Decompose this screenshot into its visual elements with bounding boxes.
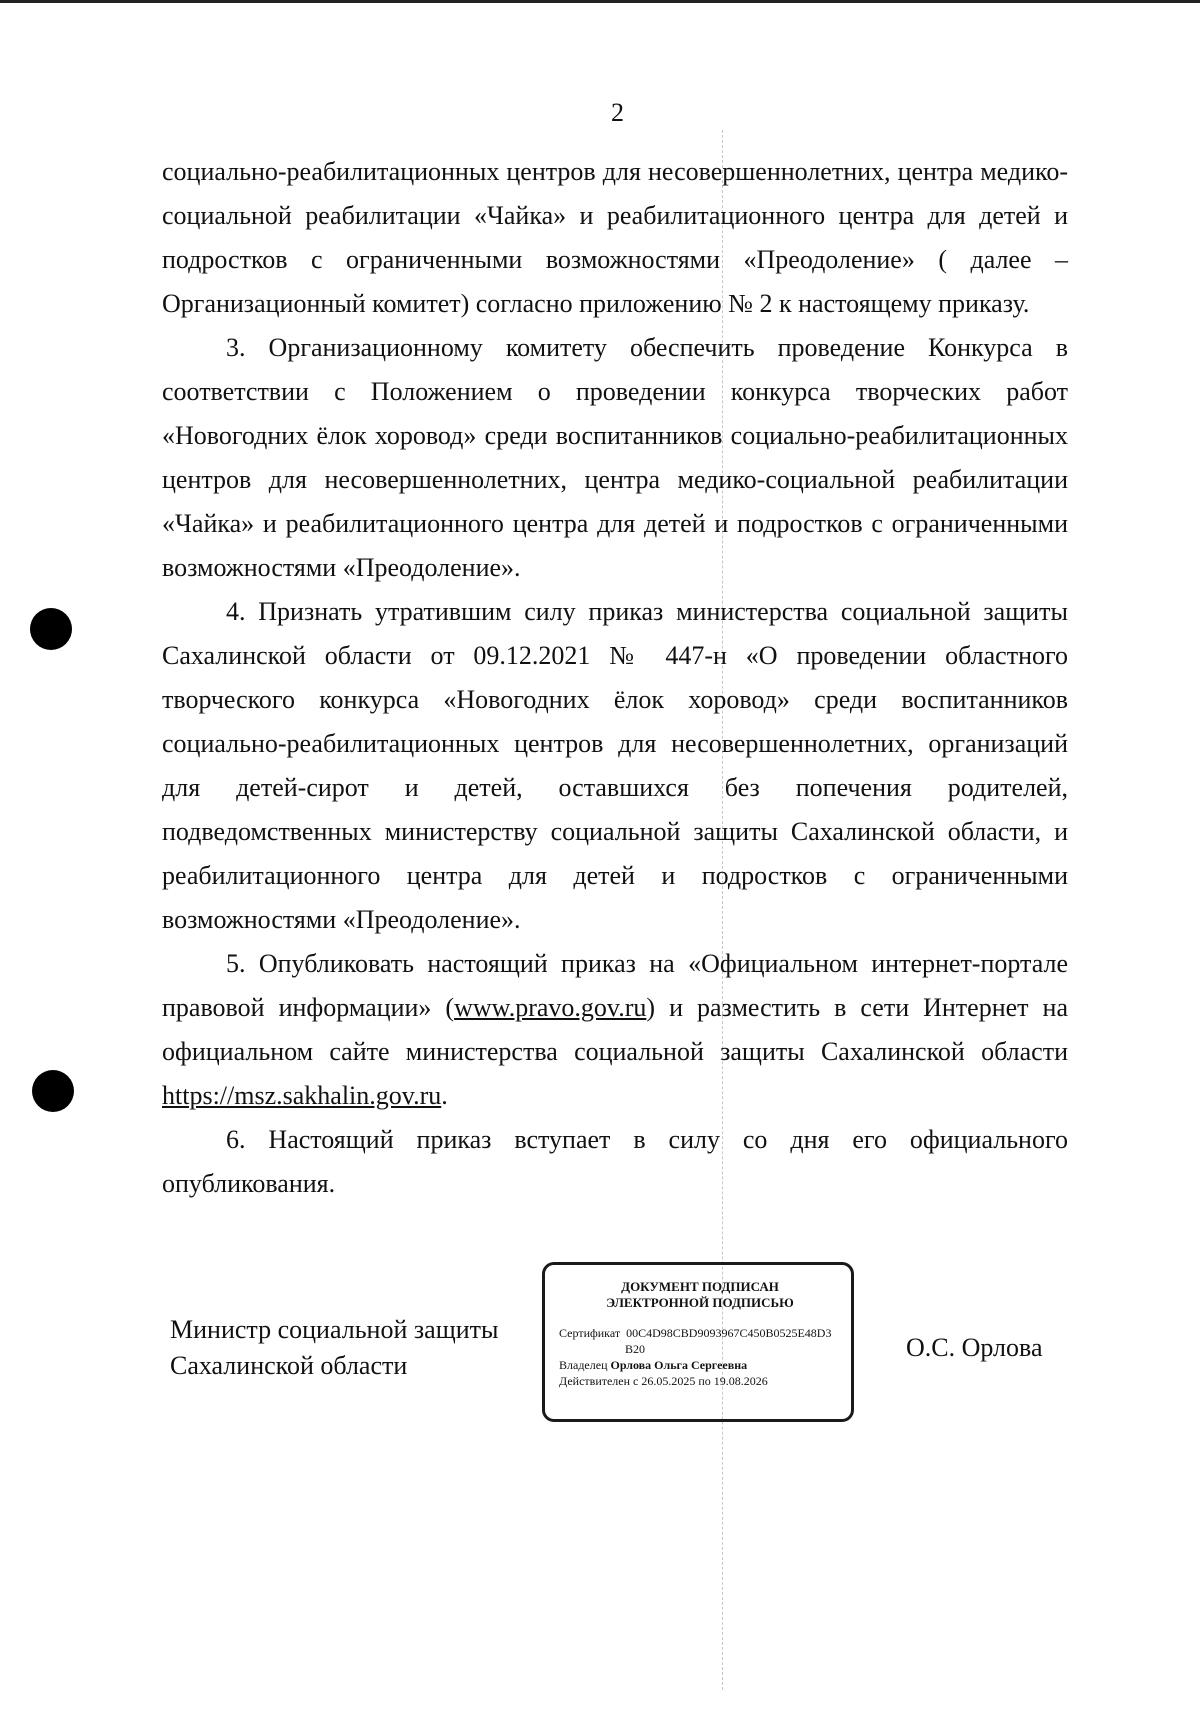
paragraph-item-5-text: 5. Опубликовать настоящий приказ на «Официальном интернет-портале правовой информации» ( — [162, 949, 1068, 1022]
paragraph-item-3: 3. Организационному комитету обеспечить проведение Конкурса в соответствии с Положением о проведении конкурса творческих работ «Новогодних ёлок хоровод» среди воспитанников социально-реабилитационных центров для несовершеннолетних, центра медико-социальной реабилитации «Чайка» и реабилитационного центра для детей и подростков с ограниченными возможностями «Преодоление». — [162, 333, 1068, 582]
stamp-owner-label: Владелец — [559, 1358, 608, 1372]
stamp-cert-label: Сертификат — [559, 1326, 621, 1340]
msz-site-link[interactable]: https://msz.sakhalin.gov.ru — [162, 1081, 442, 1110]
pravo-link[interactable]: www.pravo.gov.ru — [454, 993, 647, 1022]
paragraph-item-5-text: ) и разместить в сети Интернет на официальном сайте министерства социальной защиты Сахалинской области — [162, 993, 1068, 1066]
signer-position — [170, 1312, 530, 1384]
stamp-title: ЭЛЕКТРОННОЙ ПОДПИСЬЮ — [606, 1295, 794, 1310]
stamp-title: ДОКУМЕНТ ПОДПИСАН — [621, 1279, 779, 1294]
paragraph-item-6: 6. Настоящий приказ вступает в силу со дня его официального опубликования. — [162, 1125, 1068, 1198]
page-number: 2 — [611, 98, 624, 127]
punch-hole — [32, 1070, 74, 1112]
signer-position-line: Сахалинской области — [170, 1351, 408, 1380]
electronic-signature-stamp — [542, 1262, 854, 1422]
paragraph-item-5-text: . — [441, 1081, 448, 1110]
stamp-owner-value: Орлова Ольга Сергеевна — [610, 1358, 748, 1372]
document-body — [162, 150, 1068, 1206]
punch-hole — [30, 608, 72, 650]
stamp-owner — [559, 1357, 841, 1373]
signer-name: О.С. Орлова — [906, 1333, 1043, 1362]
stamp-cert-continuation: B20 — [625, 1342, 646, 1356]
page-top-edge — [0, 0, 1200, 3]
stamp-validity: Действителен с 26.05.2025 по 19.08.2026 — [559, 1374, 768, 1388]
paragraph-item-5 — [162, 942, 1068, 1118]
signer-position-line: Министр социальной защиты — [170, 1315, 499, 1344]
stamp-certificate — [559, 1325, 841, 1341]
paragraph-item-4: 4. Признать утратившим силу приказ министерства социальной защиты Сахалинской области от 09.12.2021 № 447-н «О проведении областного творческого конкурса «Новогодних ёлок хоровод» среди воспитанников социально-реабилитационных центров для несовершеннолетних, организаций для детей-сирот и детей, оставшихся без попечения родителей, подведомственных министерству социальной защиты Сахалинской области, и реабилитационного центра для детей и подростков с ограниченными возможностями «Преодоление». — [162, 597, 1068, 934]
paragraph-continuation: социально-реабилитационных центров для несовершеннолетних, центра медико-социальной реабилитации «Чайка» и реабилитационного центра для детей и подростков с ограниченными возможностями «Преодоление» ( далее – Организационный комитет) согласно приложению № 2 к настоящему приказу. — [162, 157, 1068, 318]
stamp-cert-value: 00C4D98CBD9093967C450B0525E48D3 — [626, 1326, 832, 1340]
